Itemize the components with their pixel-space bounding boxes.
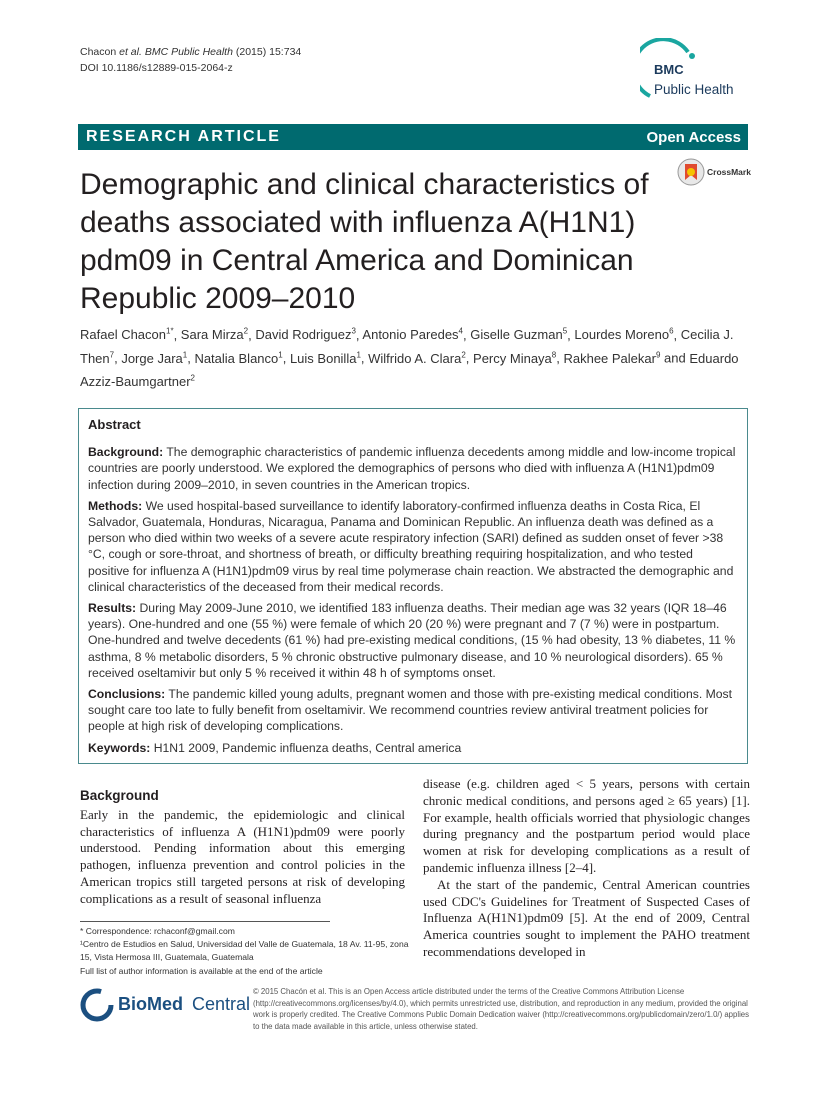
crossmark-icon bbox=[677, 158, 705, 186]
citation-doi[interactable]: DOI 10.1186/s12889-015-2064-z bbox=[80, 62, 233, 74]
citation-line bbox=[80, 44, 301, 60]
author-list: Rafael Chacon$^{1*}$, Sara Mirza$^2$, David Rodriguez$^3$, Antonio Paredes$^4$, Giselle Guzman$^5$, Lourdes Moreno$^6$, Cecilia J. Then$^7$, Jorge Jara$^1$, Natalia Blanco$^1$, Luis Bonilla$^1$, Wilfrido A. Clara$^2$, Percy Minaya$^8$, Rakhee Palekar$^9$ and Eduardo Azziz-Baumgartner$^2$ bbox=[80, 327, 739, 389]
abstract-heading: Abstract bbox=[88, 417, 141, 432]
biomed-regular-text: Central bbox=[192, 994, 251, 1014]
author-13: Rakhee Palekar$^9$ bbox=[563, 350, 661, 366]
author-7: Cecilia J. Then$^7$ bbox=[80, 327, 734, 366]
abstract-box bbox=[78, 408, 748, 764]
author-1: Rafael Chacon$^{1*}$ bbox=[80, 327, 174, 343]
authors-and: and bbox=[664, 350, 686, 366]
citation-authors: Chacon bbox=[80, 46, 117, 58]
author-12: Percy Minaya$^8$ bbox=[473, 350, 557, 366]
author-8: Jorge Jara$^1$ bbox=[121, 350, 188, 366]
logo-line2: Public Health bbox=[654, 82, 734, 97]
abstract-results: Results: During May 2009-June 2010, we identified 183 influenza deaths. Their median age was 32 years (IQR 18–46 years). One-hundred and one (55 %) were female of which 20 (20 %) were pregnant and 7 (7 %) were in postpartum. One-hundred and twelve decedents (61 %) had pre-existing medical conditions, (15 % had obesity, 13 % diabetes, 11 % asthma, 8 % metabolic disorders, 5 % chronic obstructive pulmonary disease, and 10 % neurological disorders). 65 % received oseltamivir but only 5 % received it within 48 h of symptoms onset. bbox=[88, 601, 736, 680]
citation-etal: et al. bbox=[119, 46, 142, 58]
citation-volume: (2015) 15:734 bbox=[235, 46, 302, 58]
author-info-note: Full list of author information is available at the end of the article bbox=[80, 965, 323, 976]
article-title: Demographic and clinical characteristics of deaths associated with influenza A(H1N1) pdm09 in Central America and Dominican Republic 2009–2010 bbox=[80, 168, 649, 315]
citation-header bbox=[80, 44, 301, 76]
open-access-label: Open Access bbox=[646, 128, 741, 146]
citation-journal: BMC Public Health bbox=[144, 46, 233, 58]
background-heading: Background bbox=[80, 788, 159, 803]
abstract-background: Background: The demographic characteristics of pandemic influenza decedents among middle and low-income tropical countries are poorly understood. We explored the demographics of persons who died with influenza A (H1N1)pdm09 infection during 2009–2010, in seven countries in the American tropics. bbox=[88, 445, 736, 492]
body-column-right bbox=[423, 776, 750, 961]
background-paragraph-1: Early in the pandemic, the epidemiologic and clinical characteristics of influenza A (H1N1)pdm09 were poorly understood. Pending information about this emerging pathogen, influenza prevention and control policies in the American tropics still targeted persons at risk of developing complications as a result of seasonal influenza bbox=[80, 806, 405, 906]
logo-line1: BMC bbox=[654, 62, 684, 77]
biomed-central-logo bbox=[80, 988, 250, 1022]
author-3: David Rodriguez$^3$ bbox=[255, 327, 356, 343]
background-paragraph-2: disease (e.g. children aged < 5 years, persons with certain chronic medical conditions, and persons aged ≥ 65 years) [1]. For example, health officials worried that physiologic changes during pregnancy and the postpartum period would place women at risk for developing complications as a result of pandemic influenza illness [2–4]. bbox=[423, 776, 750, 875]
author-6: Lourdes Moreno$^6$ bbox=[574, 327, 674, 343]
biomed-central-icon bbox=[80, 988, 114, 1022]
abstract-keywords: Keywords: H1N1 2009, Pandemic influenza deaths, Central america bbox=[88, 740, 462, 755]
footnotes bbox=[80, 925, 410, 978]
biomed-bold-text: BioMed bbox=[118, 994, 183, 1014]
author-9: Natalia Blanco$^1$ bbox=[194, 350, 283, 366]
research-article-label: RESEARCH ARTICLE bbox=[86, 128, 281, 145]
footnote-divider bbox=[80, 921, 330, 922]
author-2: Sara Mirza$^2$ bbox=[180, 327, 249, 343]
affiliation-note: ¹Centro de Estudios en Salud, Universidad del Valle de Guatemala, 18 Av. 11-95, zona 15, Vista Hermosa III, Guatemala, Guatemala bbox=[80, 939, 409, 963]
author-5: Giselle Guzman$^5$ bbox=[470, 327, 568, 343]
author-4: Antonio Paredes$^4$ bbox=[362, 327, 463, 343]
background-paragraph-3: At the start of the pandemic, Central American countries used CDC's Guidelines for Treatment of Suspected Cases of Influenza A(H1N1)pdm09 [5]. At the end of 2009, Central America countries sought to implement the PAHO treatment recommendations developed in bbox=[423, 876, 750, 959]
bmc-public-health-logo bbox=[640, 38, 750, 108]
author-11: Wilfrido A. Clara$^2$ bbox=[368, 350, 466, 366]
crossmark-badge[interactable] bbox=[677, 158, 757, 188]
license-statement: © 2015 Chacón et al. This is an Open Access article distributed under the terms of the Creative Commons Attribution License (http://creativecommons.org/licenses/by/4.0), which permits unrestricted use, distribution, and reproduction in any medium, provided the original work is properly credited. The Creative Commons Public Domain Dedication waiver (http://creativecommons.org/publicdomain/zero/1.0/) applies to the data made available in this article, unless otherwise stated. bbox=[253, 987, 750, 1031]
abstract-methods: Methods: We used hospital-based surveillance to identify laboratory-confirmed influenza deaths in Costa Rica, El Salvador, Guatemala, Honduras, Nicaragua, Panama and Dominican Republic. An influenza death was defined as a person who died within two weeks of a severe acute respiratory infection (SARI) defined as sudden onset of fever >38 °C, cough or sore-throat, and shortness of breath, or difficulty breathing requiring hospitalization, and who tested positive for influenza A (H1N1)pdm09 virus by real time polymerase chain reaction. We abstracted the demographic and clinical characteristics of the deceased from their medical records. bbox=[88, 498, 734, 594]
author-14: Eduardo Azziz-Baumgartner$^2$ bbox=[80, 350, 739, 389]
body-column-left bbox=[80, 788, 405, 908]
abstract-conclusions: Conclusions: The pandemic killed young adults, pregnant women and those with pre-existing medical conditions. Most sought care too late to fully benefit from oseltamivir. We recommend countries review antiviral treatment policies for people at high risk of developing complications. bbox=[88, 687, 733, 734]
crossmark-label: CrossMark bbox=[707, 167, 751, 177]
author-10: Luis Bonilla$^1$ bbox=[289, 350, 361, 366]
article-type-banner bbox=[78, 124, 748, 150]
correspondence-note: * Correspondence: rchaconf@gmail.com bbox=[80, 926, 235, 936]
